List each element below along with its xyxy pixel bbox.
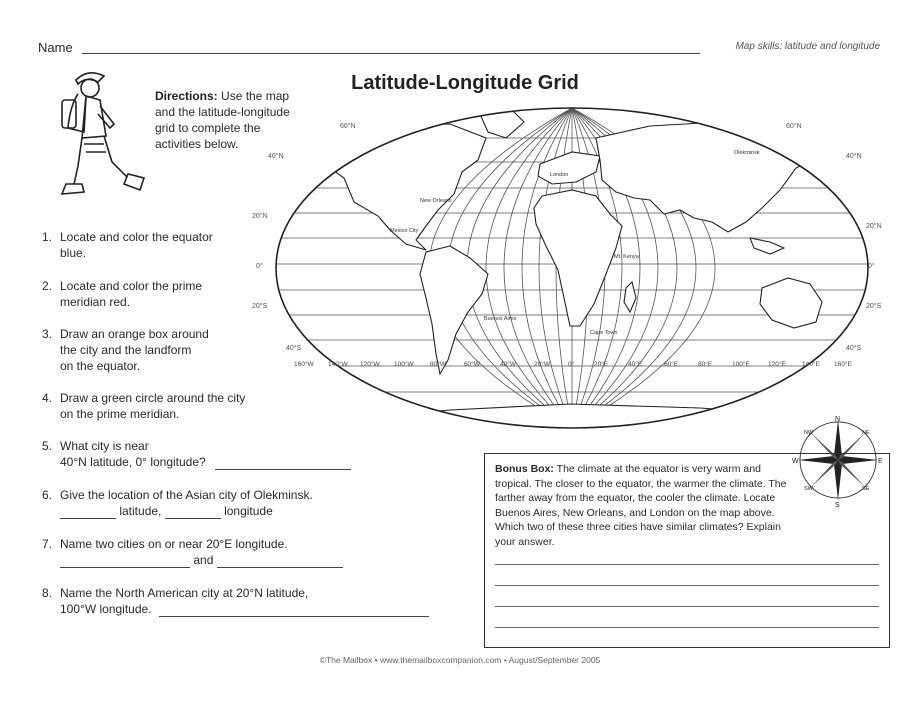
question-6 (42, 487, 382, 519)
lat-label: 20°N (866, 223, 882, 230)
question-text: Locate and color the prime (60, 279, 203, 293)
madagascar-shape (624, 282, 636, 312)
directions-text: Use the map and the latitude-longitude grid to complete the activities below. (155, 89, 290, 151)
page-title: Latitude-Longitude Grid (351, 72, 579, 94)
question-5 (42, 438, 382, 470)
compass-n: N (835, 416, 841, 423)
answer-blank[interactable] (60, 555, 190, 568)
name-label: Name (38, 40, 73, 55)
lat-label: 20°S (866, 303, 882, 310)
lon-label: 140°E (802, 361, 820, 368)
answer-blank[interactable] (165, 506, 221, 519)
question-number: 4. (42, 391, 53, 405)
city-label: London (550, 172, 569, 178)
question-text: Name the North American city at 20°N latitude, (60, 586, 309, 600)
answer-line[interactable] (495, 627, 879, 628)
question-text: blue. (60, 246, 87, 260)
question-2 (42, 278, 262, 310)
lat-label: 0° (256, 263, 263, 270)
directions-heading: Directions: (155, 89, 218, 103)
question-text: on the equator. (60, 359, 141, 373)
asia-shape (596, 122, 826, 232)
lon-label: 40°W (500, 361, 516, 368)
compass-nw: NW (804, 430, 814, 436)
answer-blank[interactable] (60, 506, 116, 519)
name-row (38, 40, 880, 58)
lon-label: 120°E (768, 361, 786, 368)
question-text: longitude (224, 504, 273, 518)
longitude-labels (294, 360, 852, 368)
bonus-box (484, 453, 890, 648)
compass-ne: NE (862, 430, 870, 436)
question-number: 2. (42, 279, 53, 293)
antarctica-shape (310, 404, 850, 430)
compass-e: E (878, 458, 883, 465)
question-text: 100°W longitude. (60, 602, 152, 616)
question-text: Name two cities on or near 20°E longitude. (60, 537, 288, 551)
compass-s: S (835, 502, 840, 508)
answer-line[interactable] (495, 606, 879, 607)
answer-blank[interactable] (217, 555, 343, 568)
europe-shape (538, 152, 600, 184)
lon-label: 60°E (664, 361, 679, 368)
question-text: latitude, (119, 504, 162, 518)
lat-label: 40°S (286, 345, 302, 352)
lon-label: 120°W (360, 361, 380, 368)
lat-label: 40°N (846, 153, 862, 160)
lon-label: 80°W (430, 361, 446, 368)
question-number: 6. (42, 488, 53, 502)
lon-label: 40°E (628, 361, 643, 368)
bonus-heading: Bonus Box: (495, 463, 554, 475)
lon-label: 80°E (698, 361, 713, 368)
lon-label: 20°W (534, 361, 550, 368)
question-number: 7. (42, 537, 53, 551)
question-text: meridian red. (60, 295, 131, 309)
hiker-illustration (48, 66, 158, 216)
question-number: 5. (42, 439, 53, 453)
compass-se: SE (862, 486, 870, 492)
city-label: Olekminsk (734, 150, 760, 156)
question-number: 1. (42, 230, 53, 244)
lon-label: 160°E (834, 361, 852, 368)
city-label: New Orleans (420, 198, 452, 204)
question-3 (42, 326, 262, 374)
question-text: and (193, 553, 214, 567)
question-text: What city is near (60, 439, 149, 453)
question-8 (42, 585, 452, 617)
lat-label: 40°S (846, 345, 862, 352)
answer-blank[interactable] (215, 457, 351, 470)
question-4 (42, 390, 282, 422)
question-text: Draw a green circle around the city (60, 391, 246, 405)
question-text: 40°N latitude, 0° longitude? (60, 455, 206, 469)
bonus-body: The climate at the equator is very warm and tropical. The closer to the equator, the warmer the climate. The farther away from the equator, the cooler the climate. Locate Buenos Aires, New Orleans, and London on the map above. Which two of these three cities have similar climates? Explain your answer. (495, 463, 787, 548)
question-number: 3. (42, 327, 53, 341)
answer-line[interactable] (495, 585, 879, 586)
footer: ©The Mailbox • www.themailboxcompanion.com • August/September 2005 (319, 655, 601, 665)
city-label: Cape Town (590, 330, 618, 336)
answer-line[interactable] (495, 564, 879, 565)
lat-label: 20°S (252, 303, 268, 310)
city-label: Mexico City (390, 228, 419, 234)
indonesia-shape (750, 238, 784, 254)
lon-label: 160°W (294, 361, 314, 368)
question-1 (42, 229, 262, 261)
lon-label: 140°W (328, 361, 348, 368)
question-text: Draw an orange box around (60, 327, 209, 341)
bonus-text (495, 462, 789, 549)
lat-label: 0° (868, 263, 875, 270)
question-text: the city and the landform (60, 343, 192, 357)
lon-label: 60°W (464, 361, 480, 368)
question-text: Locate and color the equator (60, 230, 213, 244)
question-number: 8. (42, 586, 53, 600)
africa-shape (534, 190, 622, 326)
lon-label: 100°E (732, 361, 750, 368)
compass-w: W (792, 458, 799, 465)
australia-shape (760, 278, 822, 328)
latitude-labels-left (252, 122, 356, 352)
question-text: Give the location of the Asian city of Olekminsk. (60, 488, 313, 502)
world-map (250, 98, 890, 438)
lon-label: 20°E (594, 361, 609, 368)
city-label: Mt. Kenya (614, 254, 639, 260)
lat-label: 60°N (786, 123, 802, 130)
city-label: Buenos Aires (484, 316, 517, 322)
lon-label: 100°W (394, 361, 414, 368)
south-america-shape (420, 246, 488, 374)
compass-sw: SW (804, 486, 813, 492)
lat-label: 20°N (252, 213, 268, 220)
name-line[interactable] (82, 53, 700, 54)
lat-label: 40°N (268, 153, 284, 160)
skill-label: Map skills: latitude and longitude (735, 41, 880, 52)
answer-blank[interactable] (159, 604, 429, 617)
lon-label: 0° (568, 361, 575, 368)
lat-label: 60°N (340, 123, 356, 130)
question-text: on the prime meridian. (60, 407, 180, 421)
question-7 (42, 536, 382, 568)
